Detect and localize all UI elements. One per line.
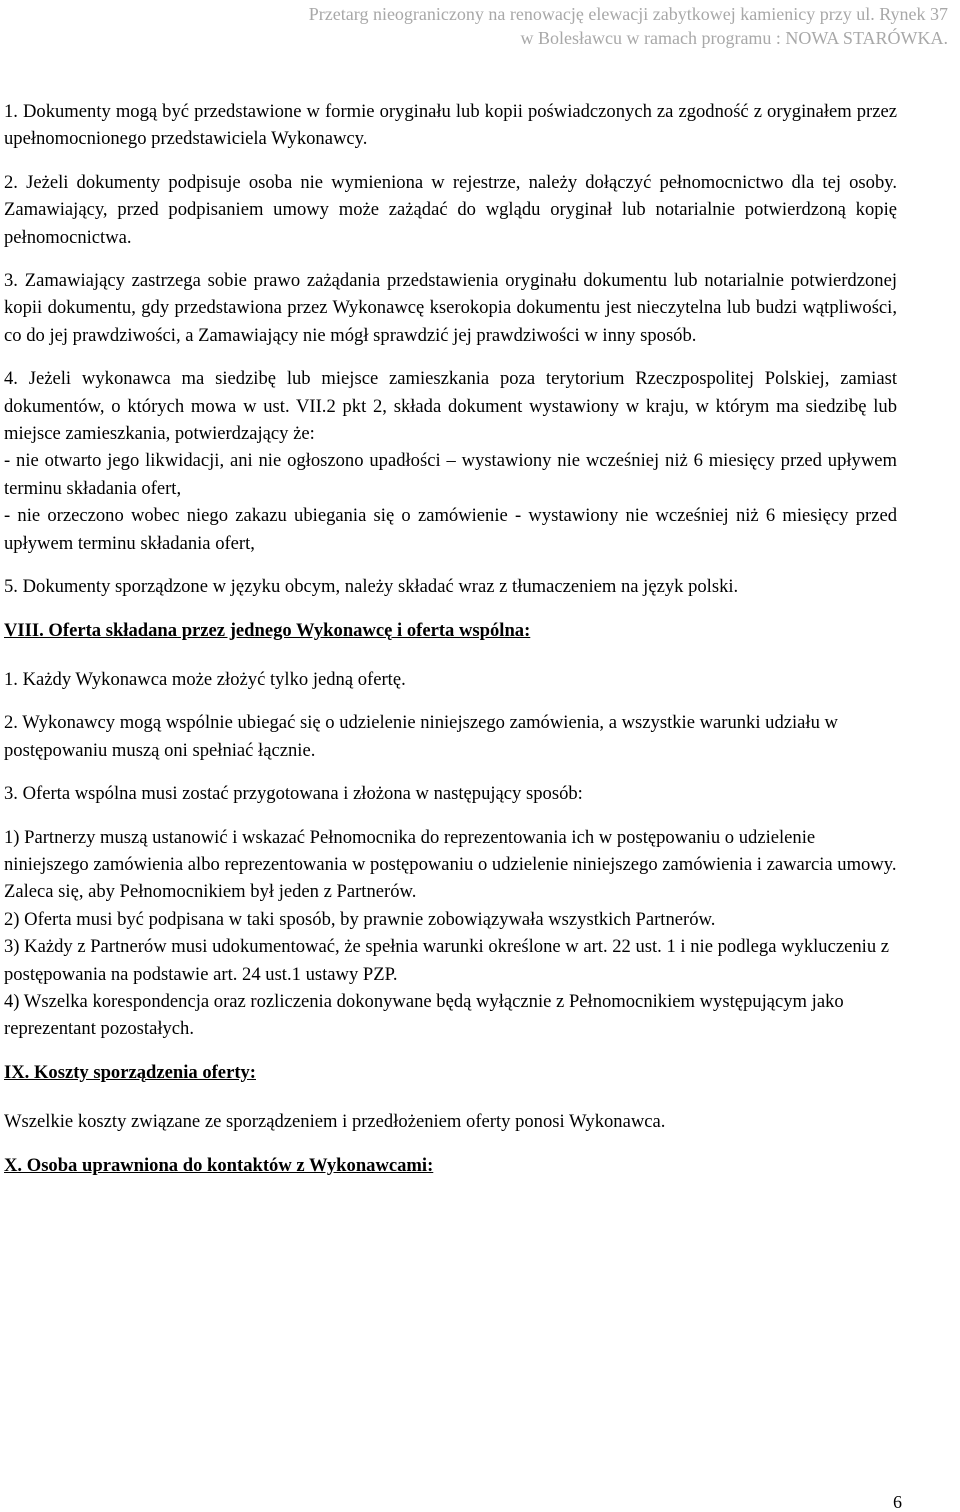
section-8-item-1: 1) Partnerzy muszą ustanowić i wskazać Pełnomocnika do reprezentowania ich w postępowaniu o udzielenie niniejszego zamówienia albo reprezentowania w postępowaniu o udzielenie niniejszego zamówienia i zawarcia umowy. Zaleca się, aby Pełnomocnikiem był jeden z Partnerów. bbox=[4, 826, 897, 903]
section-10-heading: X. Osoba uprawniona do kontaktów z Wykonawcami: bbox=[4, 1154, 434, 1176]
paragraph-4-intro: 4. Jeżeli wykonawca ma siedzibę lub miejsce zamieszkania poza terytorium Rzeczpospolitej Polskiej, zamiast dokumentów, o których mowa w ust. VII.2 pkt 2, składa dokument wystawiony w kraju, w którym ma siedzibę lub miejsce zamieszkania, potwierdzający że: bbox=[4, 368, 897, 445]
paragraph-3: 3. Zamawiający zastrzega sobie prawo zażądania przedstawienia oryginału dokumentu lub notarialnie potwierdzonej kopii dokumentu, gdy przedstawiona przez Wykonawcę kserokopia dokumentu jest nieczytelna lub budzi wątpliwości, co do jej prawdziwości, a Zamawiający nie mógł sprawdzić jej prawdziwości w inny sposób. bbox=[4, 270, 897, 346]
section-8-paragraph-3: 3. Oferta wspólna musi zostać przygotowana i złożona w następujący sposób: bbox=[4, 783, 583, 805]
paragraph-1: 1. Dokumenty mogą być przedstawione w formie oryginału lub kopii poświadczonych za zgodność z oryginałem przez upełnomocnionego przedstawiciela Wykonawcy. bbox=[4, 101, 897, 150]
section-8-paragraph-1: 1. Każdy Wykonawca może złożyć tylko jedną ofertę. bbox=[4, 668, 406, 690]
section-9-paragraph-1: Wszelkie koszty związane ze sporządzeniem i przedłożeniem oferty ponosi Wykonawca. bbox=[4, 1111, 666, 1133]
paragraph-2: 2. Jeżeli dokumenty podpisuje osoba nie wymieniona w rejestrze, należy dołączyć pełnomocnictwo dla tej osoby. Zamawiający, przed podpisaniem umowy może zażądać do wglądu oryginał lub notarialnie potwierdzoną kopię pełnomocnictwa. bbox=[4, 171, 897, 248]
section-8-item-4: 4) Wszelka korespondencja oraz rozliczenia dokonywane będą wyłącznie z Pełnomocnikiem występującym jako reprezentant pozostałych. bbox=[4, 990, 844, 1040]
header-line-1: Przetarg nieograniczony na renowację elewacji zabytkowej kamienicy przy ul. Rynek 37 bbox=[308, 4, 948, 24]
header-line-2: w Bolesławcu w ramach programu : NOWA STARÓWKA. bbox=[520, 28, 948, 48]
section-9-heading: IX. Koszty sporządzenia oferty: bbox=[4, 1061, 256, 1083]
section-8-paragraph-2: 2. Wykonawcy mogą wspólnie ubiegać się o udzielenie niniejszego zamówienia, a wszystkie warunki udziału w postępowaniu muszą oni spełniać łącznie. bbox=[4, 712, 838, 761]
page-header bbox=[188, 2, 948, 50]
section-8-item-3: 3) Każdy z Partnerów musi udokumentować, że spełnia warunki określone w art. 22 ust. 1 i nie podlega wykluczeniu z postępowania na podstawie art. 24 ust.1 ustawy PZP. bbox=[4, 936, 890, 985]
section-8-item-2: 2) Oferta musi być podpisana w taki sposób, by prawnie zobowiązywała wszystkich Partnerów. bbox=[4, 908, 716, 930]
page-number: 6 bbox=[893, 1492, 902, 1512]
section-8-heading: VIII. Oferta składana przez jednego Wykonawcę i oferta wspólna: bbox=[4, 619, 531, 641]
paragraph-4-item-2: - nie orzeczono wobec niego zakazu ubiegania się o zamówienie - wystawiony nie wcześniej niż 6 miesięcy przed upływem terminu składania ofert, bbox=[4, 505, 897, 554]
paragraph-4-item-1: - nie otwarto jego likwidacji, ani nie ogłoszono upadłości – wystawiony nie wcześniej niż 6 miesięcy przed upływem terminu składania ofert, bbox=[4, 450, 897, 499]
document-body bbox=[4, 98, 897, 1201]
paragraph-5: 5. Dokumenty sporządzone w języku obcym, należy składać wraz z tłumaczeniem na język polski. bbox=[4, 576, 739, 598]
